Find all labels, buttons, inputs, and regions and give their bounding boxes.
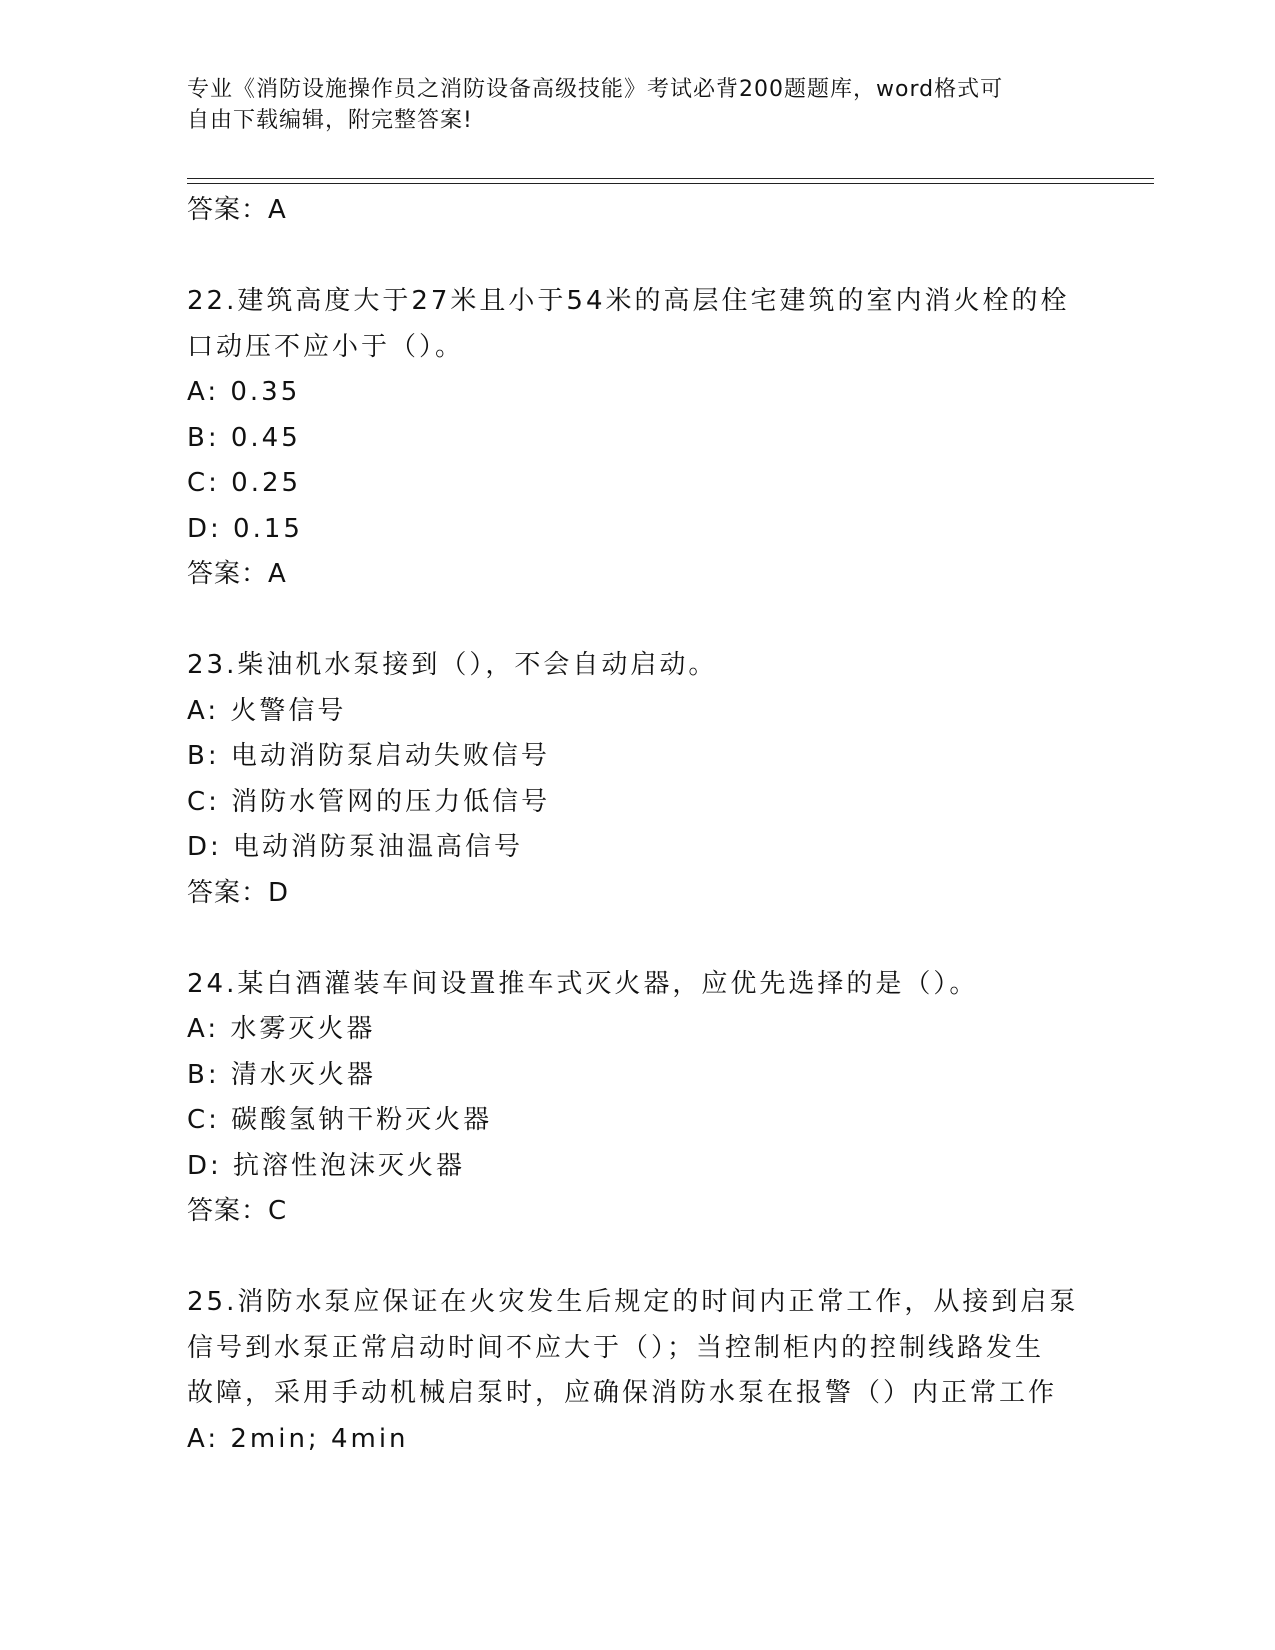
option-a: A: 火警信号 bbox=[187, 695, 347, 726]
question-stem-line: 25.消防水泵应保证在火灾发生后规定的时间内正常工作，从接到启泵 bbox=[187, 1287, 1079, 1317]
question-22 bbox=[187, 279, 1087, 598]
question-stem-line: 故障，采用手动机械启泵时，应确保消防水泵在报警（）内正常工作 bbox=[187, 1378, 1058, 1408]
spacer bbox=[187, 1235, 1087, 1281]
option-c: C: 0.25 bbox=[187, 468, 302, 498]
question-stem-line: 信号到水泵正常启动时间不应大于（）；当控制柜内的控制线路发生 bbox=[187, 1332, 1045, 1363]
header-divider-bottom bbox=[187, 183, 1154, 184]
option-c: C: 碳酸氢钠干粉灭火器 bbox=[187, 1105, 493, 1135]
question-stem-line: 24.某白酒灌装车间设置推车式灭火器，应优先选择的是（）。 bbox=[187, 968, 979, 999]
answer: 答案：A bbox=[187, 559, 287, 589]
option-b: B: 0.45 bbox=[187, 422, 301, 453]
question-23 bbox=[187, 643, 1087, 916]
previous-answer: 答案：A bbox=[187, 195, 287, 225]
spacer bbox=[187, 916, 1087, 962]
option-a: A: 2min; 4min bbox=[187, 1423, 409, 1454]
option-b: B: 电动消防泵启动失败信号 bbox=[187, 741, 550, 771]
option-c: C: 消防水管网的压力低信号 bbox=[187, 786, 551, 817]
answer: 答案：C bbox=[187, 1196, 288, 1226]
question-stem-line: 口动压不应小于（）。 bbox=[187, 331, 465, 362]
header-divider-top bbox=[187, 178, 1154, 179]
question-stem-line: 23.柴油机水泵接到（），不会自动启动。 bbox=[187, 650, 718, 680]
question-stem-line: 22.建筑高度大于27米且小于54米的高层住宅建筑的室内消火栓的栓 bbox=[187, 286, 1070, 316]
document-header bbox=[187, 74, 1067, 136]
option-b: B: 清水灭火器 bbox=[187, 1059, 376, 1090]
header-line-2: 自由下载编辑，附完整答案! bbox=[187, 108, 473, 133]
spacer bbox=[187, 598, 1087, 644]
option-d: D: 0.15 bbox=[187, 513, 303, 544]
option-d: D: 抗溶性泡沫灭火器 bbox=[187, 1150, 466, 1181]
header-line-1: 专业《消防设施操作员之消防设备高级技能》考试必背200题题库，word格式可 bbox=[187, 77, 1004, 102]
question-25 bbox=[187, 1280, 1087, 1462]
answer: 答案：D bbox=[187, 877, 290, 908]
option-d: D: 电动消防泵油温高信号 bbox=[187, 832, 524, 862]
option-a: A: 0.35 bbox=[187, 377, 301, 407]
spacer bbox=[187, 234, 1087, 280]
question-list bbox=[187, 188, 1087, 1462]
question-24 bbox=[187, 962, 1087, 1235]
option-a: A: 水雾灭火器 bbox=[187, 1014, 376, 1044]
